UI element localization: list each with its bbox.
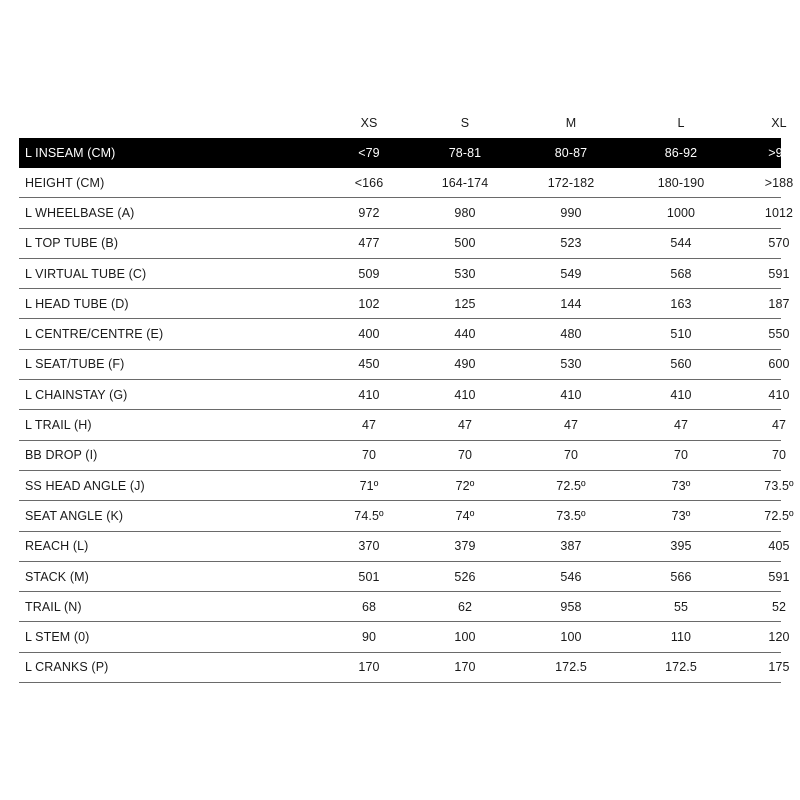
- cell-l: 395: [670, 539, 692, 554]
- row-cells: [269, 471, 794, 500]
- cell-xl: 591: [768, 266, 790, 281]
- cell-m: 72.5º: [556, 478, 586, 493]
- row-label: L TRAIL (H): [25, 418, 92, 433]
- size-header-cells: [269, 108, 787, 138]
- table-row: [19, 562, 790, 592]
- cell-xs: 477: [358, 236, 380, 251]
- cell-m: 523: [560, 236, 582, 251]
- row-cells: [269, 259, 790, 288]
- cell-s: 530: [454, 266, 476, 281]
- cell-l: 110: [670, 630, 692, 645]
- cell-m: 410: [560, 387, 582, 402]
- cell-xs: 102: [358, 296, 380, 311]
- row-label: L HEAD TUBE (D): [25, 296, 129, 311]
- row-cells: [269, 319, 790, 348]
- cell-xs: 509: [358, 266, 380, 281]
- cell-xs: 972: [358, 205, 380, 220]
- cell-s: 62: [457, 599, 473, 614]
- cell-m: 70: [563, 448, 579, 463]
- cell-xl: >188: [764, 175, 794, 190]
- cell-xs: 71º: [359, 478, 379, 493]
- geometry-table: [19, 108, 794, 683]
- cell-xl: 550: [768, 327, 790, 342]
- cell-s: 440: [454, 327, 476, 342]
- cell-m: 172.5: [555, 660, 587, 675]
- cell-l: 510: [670, 327, 692, 342]
- cell-xl: 47: [771, 418, 787, 433]
- cell-l: 47: [673, 418, 689, 433]
- cell-xs: 70: [361, 448, 377, 463]
- cell-l: 70: [673, 448, 689, 463]
- cell-xl: 410: [768, 387, 790, 402]
- table-row: [19, 380, 790, 410]
- cell-s: 379: [454, 539, 476, 554]
- row-label: L CHAINSTAY (G): [25, 387, 128, 402]
- table-row: [19, 259, 790, 289]
- cell-m: 990: [560, 205, 582, 220]
- cell-xs: <79: [358, 146, 380, 160]
- cell-xl: 405: [768, 539, 790, 554]
- cell-xl: 600: [768, 357, 790, 372]
- cell-l: 568: [670, 266, 692, 281]
- cell-s: 164-174: [441, 175, 489, 190]
- cell-m: 144: [560, 296, 582, 311]
- cell-xs: 68: [361, 599, 377, 614]
- table-row: [19, 592, 787, 622]
- cell-xl: 73.5º: [764, 478, 794, 493]
- row-label: SS HEAD ANGLE (J): [25, 478, 145, 493]
- row-label: TRAIL (N): [25, 599, 82, 614]
- cell-l: 73º: [671, 508, 691, 523]
- row-cells: [269, 138, 790, 168]
- cell-xs: 170: [358, 660, 380, 675]
- cell-xl: 1012: [764, 205, 794, 220]
- cell-s: 100: [454, 630, 476, 645]
- row-cells: [269, 168, 794, 197]
- size-header-m: M: [565, 116, 577, 130]
- cell-s: 170: [454, 660, 476, 675]
- cell-xs: <166: [354, 175, 384, 190]
- cell-xl: 52: [771, 599, 787, 614]
- row-cells: [269, 198, 794, 227]
- row-label: BB DROP (I): [25, 448, 98, 463]
- cell-m: 172-182: [547, 175, 595, 190]
- cell-xl: 187: [768, 296, 790, 311]
- table-body: [19, 168, 794, 683]
- size-header-s: S: [460, 116, 470, 130]
- table-row: [19, 289, 790, 319]
- row-label: L CRANKS (P): [25, 660, 109, 675]
- size-header-xl: XL: [771, 116, 787, 130]
- table-row: [19, 410, 787, 440]
- cell-s: 74º: [455, 508, 475, 523]
- cell-xs: 90: [361, 630, 377, 645]
- cell-xs: 450: [358, 357, 380, 372]
- cell-s: 490: [454, 357, 476, 372]
- cell-xs: 47: [361, 418, 377, 433]
- table-row: [19, 622, 790, 652]
- cell-m: 958: [560, 599, 582, 614]
- cell-l: 73º: [671, 478, 691, 493]
- row-cells: [269, 532, 790, 561]
- inseam-row: [19, 138, 790, 168]
- row-cells: [269, 592, 787, 621]
- cell-m: 546: [560, 569, 582, 584]
- row-cells: [269, 350, 790, 379]
- cell-m: 47: [563, 418, 579, 433]
- cell-s: 47: [457, 418, 473, 433]
- size-header-xs: XS: [360, 116, 378, 130]
- cell-xs: 410: [358, 387, 380, 402]
- row-label: L SEAT/TUBE (F): [25, 357, 125, 372]
- cell-xs: 74.5º: [354, 508, 384, 523]
- row-label: REACH (L): [25, 539, 89, 554]
- row-label: STACK (M): [25, 569, 89, 584]
- cell-xl: 72.5º: [764, 508, 794, 523]
- cell-l: 55: [673, 599, 689, 614]
- cell-l: 1000: [666, 205, 696, 220]
- cell-l: 86-92: [664, 146, 698, 160]
- cell-l: 566: [670, 569, 692, 584]
- cell-s: 70: [457, 448, 473, 463]
- table-row: [19, 471, 794, 501]
- row-cells: [269, 380, 790, 409]
- row-cells: [269, 289, 790, 318]
- table-row: [19, 441, 787, 471]
- cell-xl: >91: [768, 146, 790, 160]
- cell-xl: 70: [771, 448, 787, 463]
- table-row: [19, 229, 790, 259]
- table-row: [19, 532, 790, 562]
- cell-xl: 570: [768, 236, 790, 251]
- row-label: L WHEELBASE (A): [25, 205, 135, 220]
- row-label: L STEM (0): [25, 630, 90, 645]
- cell-m: 549: [560, 266, 582, 281]
- cell-xl: 175: [768, 660, 790, 675]
- row-label: L TOP TUBE (B): [25, 236, 119, 251]
- row-cells: [269, 622, 790, 651]
- row-cells: [269, 410, 787, 439]
- cell-m: 73.5º: [556, 508, 586, 523]
- cell-l: 172.5: [665, 660, 697, 675]
- row-label: L VIRTUAL TUBE (C): [25, 266, 147, 281]
- cell-m: 480: [560, 327, 582, 342]
- cell-s: 125: [454, 296, 476, 311]
- cell-s: 78-81: [448, 146, 482, 160]
- table-row: [19, 653, 790, 683]
- cell-l: 180-190: [657, 175, 705, 190]
- table-row: [19, 319, 790, 349]
- cell-m: 100: [560, 630, 582, 645]
- cell-m: 387: [560, 539, 582, 554]
- cell-m: 530: [560, 357, 582, 372]
- row-cells: [269, 501, 794, 530]
- row-cells: [269, 441, 787, 470]
- table-row: [19, 168, 794, 198]
- row-label: HEIGHT (CM): [25, 175, 105, 190]
- row-label: L CENTRE/CENTRE (E): [25, 327, 164, 342]
- row-label: SEAT ANGLE (K): [25, 508, 124, 523]
- cell-xs: 370: [358, 539, 380, 554]
- cell-l: 163: [670, 296, 692, 311]
- cell-l: 410: [670, 387, 692, 402]
- cell-xl: 120: [768, 630, 790, 645]
- row-label: L INSEAM (CM): [25, 146, 116, 160]
- cell-l: 560: [670, 357, 692, 372]
- table-row: [19, 350, 790, 380]
- row-cells: [269, 562, 790, 591]
- cell-s: 72º: [455, 478, 475, 493]
- cell-xs: 501: [358, 569, 380, 584]
- cell-xs: 400: [358, 327, 380, 342]
- size-header-row: [19, 108, 787, 138]
- cell-s: 526: [454, 569, 476, 584]
- row-cells: [269, 653, 790, 682]
- cell-l: 544: [670, 236, 692, 251]
- cell-s: 410: [454, 387, 476, 402]
- cell-s: 980: [454, 205, 476, 220]
- table-row: [19, 501, 794, 531]
- size-header-l: L: [677, 116, 685, 130]
- cell-xl: 591: [768, 569, 790, 584]
- row-cells: [269, 229, 790, 258]
- cell-m: 80-87: [554, 146, 588, 160]
- table-row: [19, 198, 794, 228]
- cell-s: 500: [454, 236, 476, 251]
